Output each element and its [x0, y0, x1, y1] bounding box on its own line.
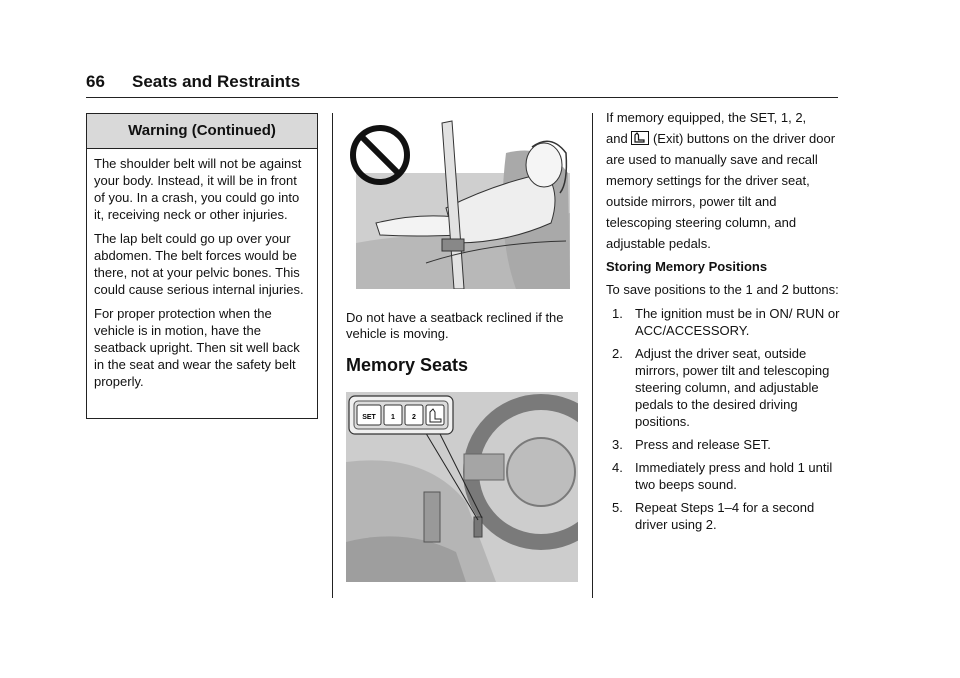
step-text: The ignition must be in ON/ RUN or ACC/ACCESSORY.: [635, 306, 840, 338]
list-item: [612, 459, 840, 493]
intro-text: If memory equipped, the SET, 1, 2,: [606, 110, 807, 125]
memory-1-button-label: 1: [391, 414, 395, 421]
warning-title: Warning (Continued): [87, 114, 317, 149]
memory-buttons-illustration: [346, 392, 578, 582]
right-column: [606, 107, 840, 539]
section-title: Seats and Restraints: [132, 72, 301, 91]
step-number: 4.: [612, 460, 623, 475]
warning-paragraph: The shoulder belt will not be against your body. Instead, it will be in front of you. In a crash, you could go into it, receiving neck or other injuries.: [94, 156, 302, 222]
step-number: 1.: [612, 306, 623, 321]
list-item: [612, 499, 840, 533]
memory-2-button-label: 2: [412, 414, 416, 421]
column-divider: [332, 113, 333, 598]
page-header: [86, 72, 300, 92]
step-number: 5.: [612, 500, 623, 515]
list-item: [612, 305, 840, 339]
set-button-label: SET: [362, 414, 376, 421]
header-rule: [86, 97, 838, 98]
step-text: Press and release SET.: [635, 437, 771, 452]
list-item: [612, 436, 840, 453]
illustration-caption: Do not have a seatback reclined if the vehicle is moving.: [346, 310, 564, 341]
intro-text: (Exit) buttons on the driver door are used to manually save and recall memory settings for the driver seat, outside mirrors, power tilt and telescoping steering column, and adjustable pedals.: [606, 131, 836, 251]
warning-box: [86, 113, 318, 419]
storing-positions-subheading: Storing Memory Positions: [606, 259, 768, 274]
step-text: Repeat Steps 1–4 for a second driver using 2.: [635, 500, 815, 532]
memory-seats-heading: Memory Seats: [346, 355, 469, 375]
page-number: 66: [86, 72, 105, 91]
reclined-seat-illustration: [346, 113, 570, 289]
warning-paragraph: For proper protection when the vehicle is in motion, have the seatback upright. Then sit well back in the seat and wear the safety belt properly.: [94, 306, 300, 389]
step-number: 2.: [612, 346, 623, 361]
warning-body: [87, 149, 317, 390]
step-number: 3.: [612, 437, 623, 452]
column-divider: [592, 113, 593, 598]
steps-list: [606, 305, 840, 533]
step-text: Adjust the driver seat, outside mirrors, power tilt and telescoping steering column, and adjustable pedals to the desired driving positions.: [635, 346, 830, 429]
intro-paragraph: [606, 107, 840, 254]
intro-text: and: [606, 131, 628, 146]
exit-seat-icon: [631, 131, 649, 145]
list-item: [612, 345, 840, 430]
instruction-text: To save positions to the 1 and 2 buttons:: [606, 282, 839, 297]
warning-paragraph: The lap belt could go up over your abdomen. The belt forces would be there, not at your pelvic bones. This could cause serious internal injuries.: [94, 231, 304, 297]
step-text: Immediately press and hold 1 until two beeps sound.: [635, 460, 833, 492]
